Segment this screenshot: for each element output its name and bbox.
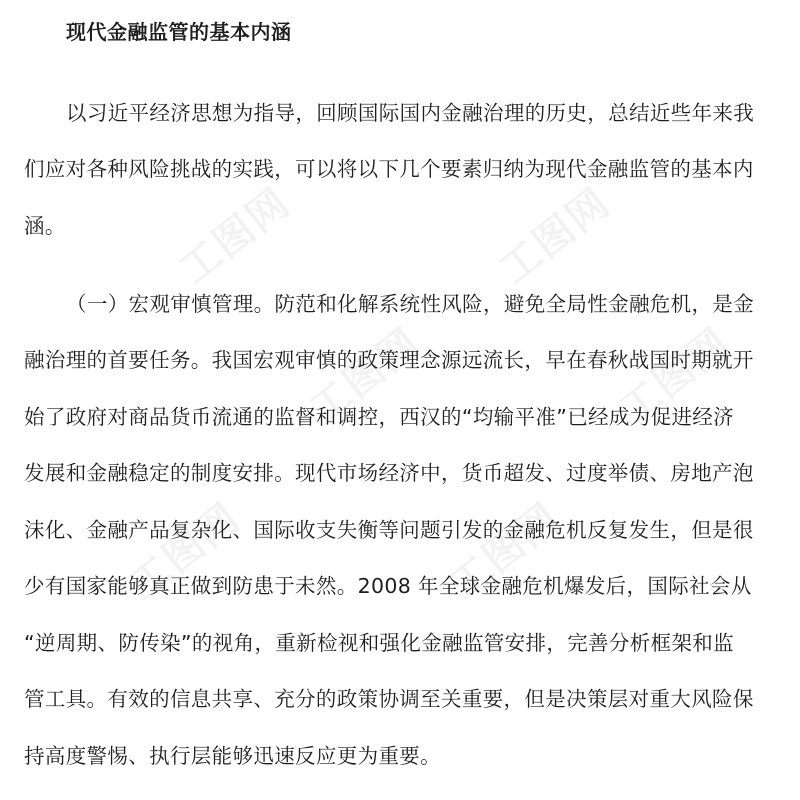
article-heading: 现代金融监管的基本内涵 — [66, 20, 292, 44]
watermark: 工图网 — [171, 180, 299, 293]
watermark: 工图网 — [121, 495, 249, 608]
watermark: 工图网 — [611, 320, 739, 433]
watermark: 工图网 — [301, 320, 429, 433]
paragraph-line: 少有国家能够真正做到防患于未然。2008 年全球金融危机爆发后，国际社会从 — [24, 574, 752, 598]
paragraph-line: “逆周期、防传染”的视角，重新检视和强化金融监管安排，完善分析框架和监 — [24, 631, 734, 655]
watermark: 工图网 — [491, 180, 619, 293]
paragraph-line: 们应对各种风险挑战的实践，可以将以下几个要素归纳为现代金融监管的基本内 — [24, 157, 754, 181]
paragraph-line: 以习近平经济思想为指导，回顾国际国内金融治理的历史，总结近些年来我 — [66, 101, 755, 125]
paragraph-line: 发展和金融稳定的制度安排。现代市场经济中，货币超发、过度举债、房地产泡 — [24, 461, 754, 485]
paragraph-line: 持高度警惕、执行层能够迅速反应更为重要。 — [24, 744, 441, 768]
watermark: 工图网 — [441, 495, 569, 608]
paragraph-line: 管工具。有效的信息共享、充分的政策协调至关重要，但是决策层对重大风险保 — [24, 687, 754, 711]
paragraph-line: 涵。 — [24, 214, 66, 238]
paragraph-line: 始了政府对商品货币流通的监督和调控，西汉的“均输平准”已经成为促进经济 — [24, 405, 734, 429]
paragraph-line: 沫化、金融产品复杂化、国际收支失衡等问题引发的金融危机反复发生，但是很 — [24, 518, 754, 542]
paragraph-line: （一）宏观审慎管理。防范和化解系统性风险，避免全局性金融危机，是金 — [66, 292, 755, 316]
paragraph-line: 融治理的首要任务。我国宏观审慎的政策理念源远流长，早在春秋战国时期就开 — [24, 348, 754, 372]
